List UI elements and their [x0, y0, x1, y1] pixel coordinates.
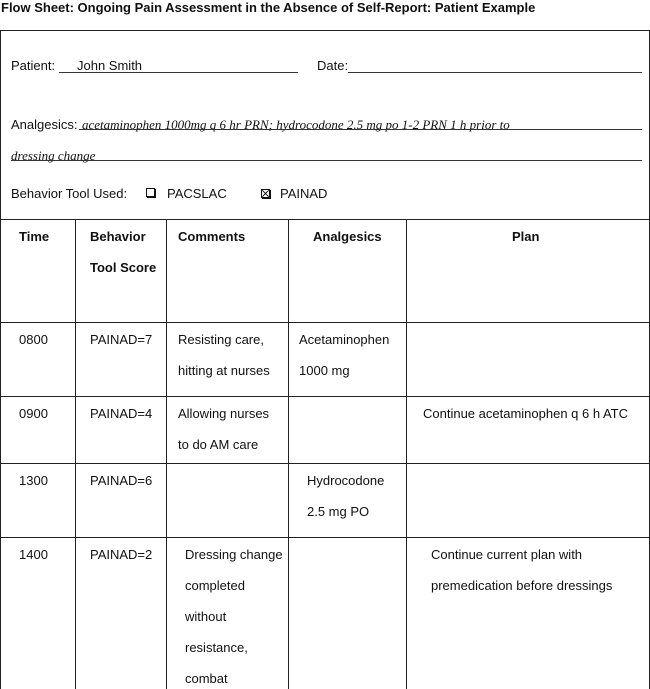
time-cell[interactable]: 0900 — [1, 397, 76, 464]
plan-cell[interactable] — [407, 323, 650, 397]
flow-sheet — [0, 30, 650, 689]
analgesics-cell[interactable]: Hydrocodone 2.5 mg PO — [289, 464, 407, 538]
comments-cell[interactable]: Dressing change completed without resistance, combat — [167, 538, 289, 689]
score-cell[interactable]: PAINAD=2 — [76, 538, 167, 689]
col-header-score: Behavior Tool Score — [76, 220, 167, 323]
table-header-row — [1, 220, 650, 323]
analgesics-line-2[interactable]: dressing change — [11, 148, 96, 163]
time-cell[interactable]: 0800 — [1, 323, 76, 397]
comments-cell[interactable]: Allowing nurses to do AM care — [167, 397, 289, 464]
plan-cell[interactable]: Continue current plan with premedication before dressings — [407, 538, 650, 689]
patient-label: Patient: — [11, 58, 56, 73]
score-cell[interactable]: PAINAD=7 — [76, 323, 167, 397]
painad-option-label: PAINAD — [280, 186, 328, 201]
analgesics-underline-2 — [11, 160, 642, 161]
plan-cell[interactable]: Continue acetaminophen q 6 h ATC — [407, 397, 650, 464]
pacslac-option-label: PACSLAC — [167, 186, 227, 201]
score-cell[interactable]: PAINAD=6 — [76, 464, 167, 538]
plan-cell[interactable] — [407, 464, 650, 538]
score-cell[interactable]: PAINAD=4 — [76, 397, 167, 464]
time-cell[interactable]: 1300 — [1, 464, 76, 538]
comments-cell[interactable]: Resisting care, hitting at nurses — [167, 323, 289, 397]
table-row — [1, 323, 650, 397]
page-title: Flow Sheet: Ongoing Pain Assessment in the Absence of Self-Report: Patient Example — [1, 0, 536, 15]
col-header-time: Time — [1, 220, 76, 323]
col-header-analgesics: Analgesics — [289, 220, 407, 323]
flow-table — [0, 219, 650, 689]
col-header-plan: Plan — [407, 220, 650, 323]
analgesics-line-1[interactable]: acetaminophen 1000mg q 6 hr PRN; hydrocodone 2.5 mg po 1-2 PRN 1 h prior to — [82, 117, 510, 132]
pacslac-checkbox[interactable] — [146, 188, 155, 197]
behavior-tool-label: Behavior Tool Used: — [11, 186, 128, 201]
table-row — [1, 464, 650, 538]
date-label: Date: — [317, 58, 349, 73]
patient-name-value[interactable]: John Smith — [77, 58, 143, 73]
painad-checkbox[interactable] — [261, 189, 270, 198]
analgesics-cell[interactable]: Acetaminophen 1000 mg — [289, 323, 407, 397]
analgesics-cell[interactable] — [289, 397, 407, 464]
analgesics-cell[interactable] — [289, 538, 407, 689]
table-row — [1, 397, 650, 464]
analgesics-underline-1 — [79, 129, 642, 130]
col-header-comments: Comments — [167, 220, 289, 323]
time-cell[interactable]: 1400 — [1, 538, 76, 689]
analgesics-label: Analgesics: — [11, 117, 78, 132]
patient-underline — [59, 72, 298, 73]
date-underline — [348, 72, 642, 73]
comments-cell[interactable] — [167, 464, 289, 538]
table-row — [1, 538, 650, 689]
